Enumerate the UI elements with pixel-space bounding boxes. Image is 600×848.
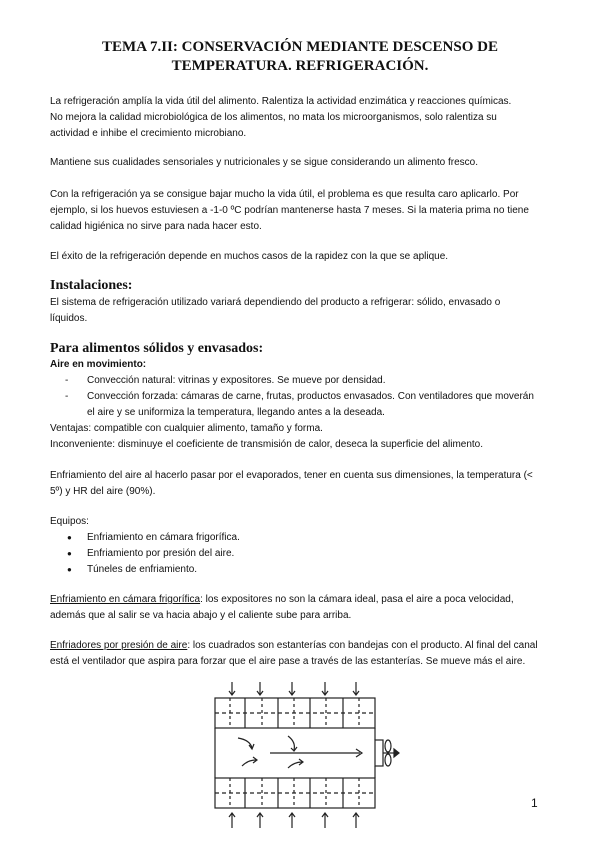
intro-paragraph-1: La refrigeración amplía la vida útil del alimento. Ralentiza la actividad enzimática y reacciones químicas. No mejora la calidad microbiológica de los alimentos, no mata los microorganismos, solo ralentiza su actividad e inhibe el crecimiento microbiano. <box>50 96 512 140</box>
presion-paragraph: Enfriadores por presión de aire: los cuadrados son estanterías con bandejas con el producto. Al final del canal está el ventilador que aspira para forzar que el aire pase a través de las estanterías. Se mueve más el aire. <box>50 640 538 668</box>
bullet-marker: ● <box>67 533 72 542</box>
equipos-label: Equipos: <box>50 516 89 527</box>
title-line-2: TEMPERATURA. REFRIGERACIÓN. <box>171 58 429 74</box>
enfriamiento-paragraph: Enfriamiento del aire al hacerlo pasar por el evaporados, tener en cuenta sus dimensiones, la temperatura (< 5º) y HR del aire (90%). <box>50 470 533 498</box>
air-inlet-arrows-top <box>229 682 359 695</box>
camara-term: Enfriamiento en cámara frigorífica <box>50 594 201 605</box>
inconveniente-text: Inconveniente: disminuye el coeficiente de transmisión de calor, deseca la superficie del alimento. <box>50 439 484 450</box>
page-number: 1 <box>531 796 538 810</box>
heading-instalaciones: Instalaciones: <box>50 278 133 293</box>
bullet-marker: ● <box>67 565 72 574</box>
dash-marker: - <box>65 391 69 402</box>
forced-air-cooler-diagram <box>210 682 400 842</box>
heading-solidos: Para alimentos sólidos y envasados: <box>50 341 264 356</box>
air-inlet-arrows-bottom <box>229 813 359 828</box>
ventajas-text: Ventajas: compatible con cualquier alimento, tamaño y forma. <box>50 423 323 434</box>
dash-marker: - <box>65 375 69 386</box>
air-flow-arrows <box>238 736 362 768</box>
presion-term: Enfriadores por presión de aire <box>50 640 188 651</box>
bullet-marker: ● <box>67 549 72 558</box>
fan-icon <box>375 740 399 766</box>
intro-paragraph-3: Con la refrigeración ya se consigue bajar mucho la vida útil, el problema es que resulta caro aplicarlo. Por ejemplo, si los huevos estuviesen a -1-0 ºC podrían mantenerse hasta 7 meses. Si la materia prima no tiene calidad higiénica no sirve para nada hacer esto. <box>50 189 529 233</box>
subheading-aire: Aire en movimiento: <box>50 359 147 370</box>
page-title <box>60 38 540 76</box>
instalaciones-paragraph: El sistema de refrigeración utilizado variará dependiendo del producto a refrigerar: sólido, envasado o líquidos. <box>50 297 501 325</box>
intro-paragraph-4: El éxito de la refrigeración depende en muchos casos de la rapidez con la que se aplique. <box>50 251 449 262</box>
intro-paragraph-2: Mantiene sus cualidades sensoriales y nutricionales y se sigue considerando un alimento fresco. <box>50 157 479 168</box>
document-page: TEMA 7.II: CONSERVACIÓN MEDIANTE DESCENSO DE TEMPERATURA. REFRIGERACIÓN. La refrigeración amplía la vida útil del alimento. Ralentiza la actividad enzimática y reacciones químicas. No mejora la calidad microbiológica de los alimentos, no mata los microorganismos, solo ralentiza su actividad e inhibe el crecimiento microbiano. Mantiene sus cualidades sensoriales y nutricionales y se sigue considerando un alimento fresco. Con la refrigeración ya se consigue bajar mucho la vida útil, el problema es que resulta caro aplicarlo. Por ejemplo, si los huevos estuviesen a -1-0 ºC podrían mantenerse hasta 7 meses. Si la materia prima no tiene calidad higiénica no sirve para nada hacer esto. El éxito de la refrigeración depende en muchos casos de la rapidez con la que se aplique. Instalaciones: El sistema de refrigeración utilizado variará dependiendo del producto a refrigerar: sólido, envasado o líquidos. Para alimentos sólidos y envasados: Aire en movimiento: - Convección natural: vitrinas y expositores. Se mueve por densidad. - Convección forzada: cámaras de carne, frutas, productos envasados. Con ventiladores que moverán el aire y se uniformiza la temperatura, llegando antes a la deseada. Ventajas: compatible con cualquier alimento, tamaño y forma. Inconveniente: disminuye el coeficiente de transmisión de calor, deseca la superficie del alimento. Enfriamiento del aire al hacerlo pasar por el evaporados, tener en cuenta sus dimensiones, la temperatura (< 5º) y HR del aire (90%). Equipos: ● Enfriamiento en cámara frigorífica. ● Enfriamiento por presión del aire. ● Túneles de enfriamiento. Enfriamiento en cámara frigorífica: los expositores no son la cámara ideal, pasa el aire a poca velocidad, además que al salir se va hacia abajo y el caliente sube para arriba. Enfriadores por presión de aire: los cuadrados son estanterías con bandejas con el producto. Al final del canal está el ventilador que aspira para forzar que el aire pase a través de las estanterías. Se mueve más el aire. 1 <box>0 0 600 848</box>
camara-paragraph: Enfriamiento en cámara frigorífica: los expositores no son la cámara ideal, pasa el aire a poca velocidad, además que al salir se va hacia abajo y el caliente sube para arriba. <box>50 594 514 622</box>
title-line-1: TEMA 7.II: CONSERVACIÓN MEDIANTE DESCENSO DE <box>102 39 498 55</box>
